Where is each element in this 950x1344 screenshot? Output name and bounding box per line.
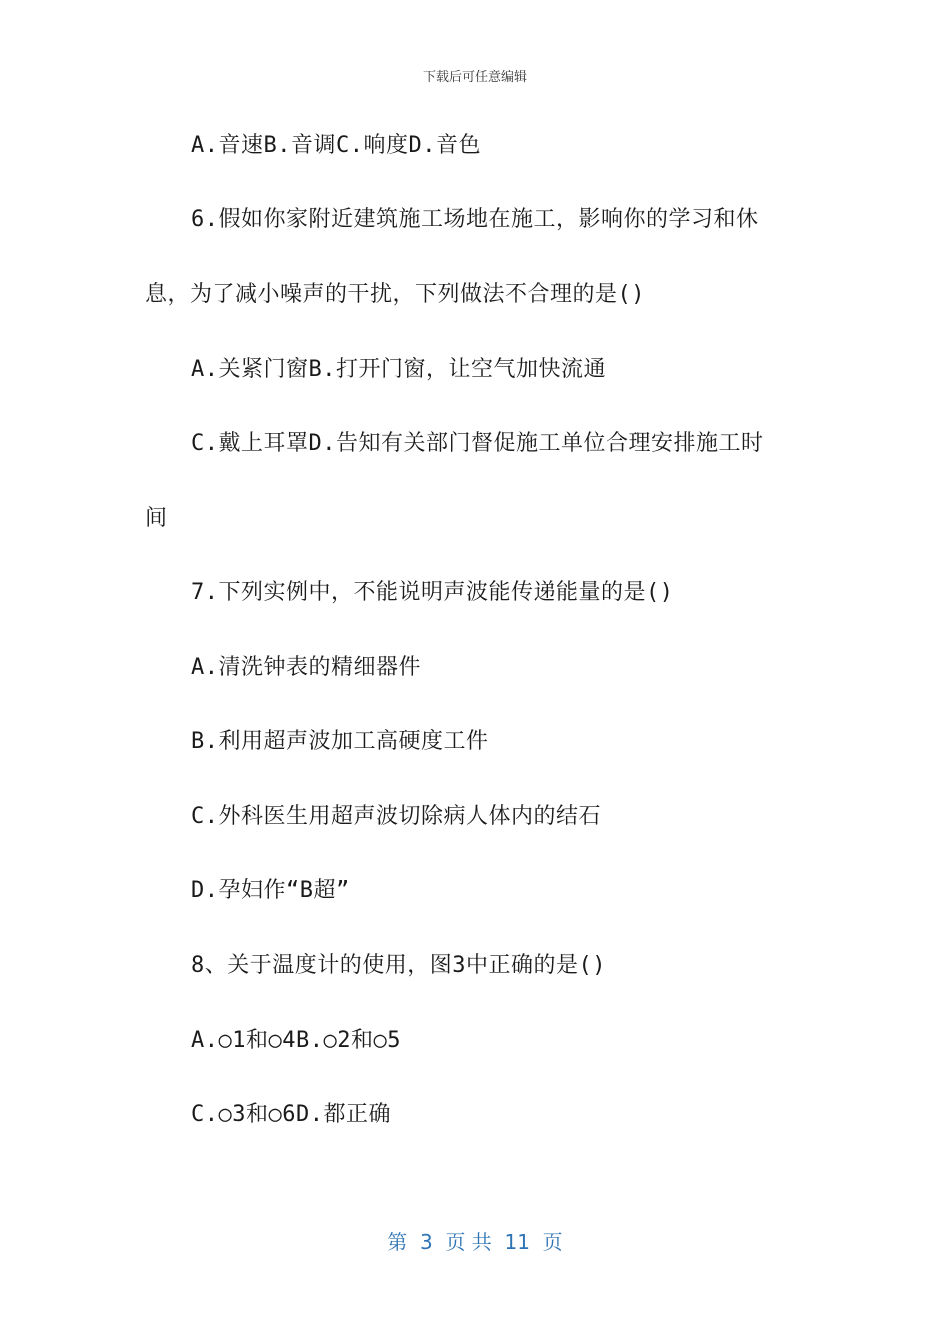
question-6-line-1: 6.假如你家附近建筑施工场地在施工，影响你的学习和休 xyxy=(191,207,759,232)
page-header: 下载后可任意编辑 xyxy=(422,70,527,85)
option-q7-a: A.清洗钟表的精细器件 xyxy=(191,655,421,680)
question-6-line-2: 息，为了减小噪声的干扰，下列做法不合理的是() xyxy=(145,282,645,307)
option-q8-cd: C.○3和○6D.都正确 xyxy=(191,1102,391,1127)
question-8: 8、关于温度计的使用，图3中正确的是() xyxy=(191,953,606,978)
option-q8-ab: A.○1和○4B.○2和○5 xyxy=(191,1028,401,1053)
option-line-q6-cd-cont: 间 xyxy=(145,506,168,531)
option-line-q5: A.音速B.音调C.响度D.音色 xyxy=(191,133,481,158)
option-line-q6-ab: A.关紧门窗B.打开门窗，让空气加快流通 xyxy=(191,357,606,382)
question-7: 7.下列实例中，不能说明声波能传递能量的是() xyxy=(191,580,674,605)
option-q7-d: D.孕妇作“B超” xyxy=(191,878,350,903)
option-line-q6-cd: C.戴上耳罩D.告知有关部门督促施工单位合理安排施工时 xyxy=(191,431,764,456)
option-q7-b: B.利用超声波加工高硬度工件 xyxy=(191,729,489,754)
page-footer: 第 3 页 共 11 页 xyxy=(387,1230,563,1254)
option-q7-c: C.外科医生用超声波切除病人体内的结石 xyxy=(191,804,601,829)
